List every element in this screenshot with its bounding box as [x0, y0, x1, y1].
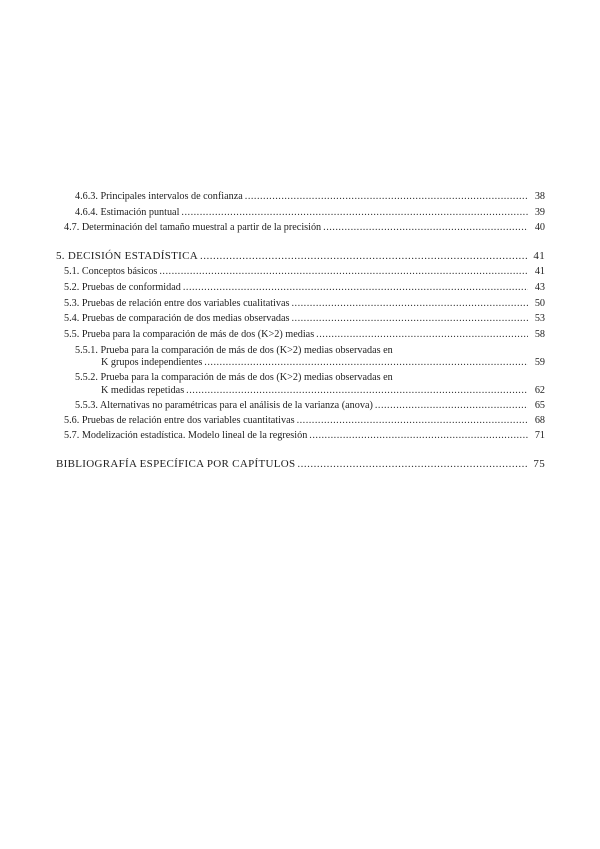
- dot-leader: [309, 430, 528, 442]
- toc-entry-5-5-2-line1: 5.5.2. Prueba para la comparación de más de dos (K>2) medias observadas en: [75, 372, 393, 383]
- toc-entry-5-5-1-line1: 5.5.1. Prueba para la comparación de más de dos (K>2) medias observadas en: [75, 345, 393, 356]
- toc-entry-title: 5.7. Modelización estadística. Modelo lineal de la regresión: [64, 430, 308, 441]
- dot-leader: [323, 222, 528, 234]
- toc-entry-4-7: [64, 222, 545, 234]
- toc-entry-page: 50: [534, 298, 545, 309]
- toc-entry-page: 43: [534, 282, 545, 293]
- toc-entry-page: 58: [534, 329, 545, 340]
- toc-entry-title: 5.1. Conceptos básicos: [64, 266, 158, 277]
- dot-leader: [183, 282, 528, 294]
- toc-entry-page: 41: [534, 266, 545, 277]
- toc-entry-page: 39: [534, 207, 545, 218]
- toc-entry-title: K medidas repetidas: [101, 385, 185, 396]
- toc-entry-5-3: [64, 298, 545, 310]
- toc-entry-title: K grupos independientes: [101, 357, 203, 368]
- dot-leader: [297, 415, 528, 427]
- toc-entry-page: 65: [534, 400, 545, 411]
- toc-entry-title: 5.2. Pruebas de conformidad: [64, 282, 181, 293]
- toc-entry-5-4: [64, 313, 545, 325]
- toc-entry-4-6-3: [75, 191, 545, 203]
- toc-chapter-5: [56, 250, 545, 262]
- toc-chapter-title: 5. DECISIÓN ESTADÍSTICA: [56, 250, 198, 262]
- dot-leader: [297, 458, 528, 470]
- toc-entry-5-5-2: [101, 385, 545, 397]
- toc-entry-5-5: [64, 329, 545, 341]
- toc-entry-4-6-4: [75, 207, 545, 219]
- toc-entry-title: 5.5. Prueba para la comparación de más de dos (K>2) medias: [64, 329, 315, 340]
- toc-entry-5-6: [64, 415, 545, 427]
- toc-entry-5-5-3: [75, 400, 545, 412]
- toc-entry-title: 5.5.3. Alternativas no paramétricas para el análisis de la varianza (anova): [75, 400, 373, 411]
- toc-entry-title: 4.6.4. Estimación puntual: [75, 207, 180, 218]
- toc-entry-page: 59: [534, 357, 545, 368]
- dot-leader: [159, 266, 528, 278]
- toc-entry-page: 68: [534, 415, 545, 426]
- toc-chapter-title: BIBLIOGRAFÍA ESPECÍFICA POR CAPÍTULOS: [56, 458, 296, 470]
- dot-leader: [200, 250, 528, 262]
- dot-leader: [316, 329, 528, 341]
- dot-leader: [291, 313, 528, 325]
- toc-entry-page: 53: [534, 313, 545, 324]
- dot-leader: [291, 298, 528, 310]
- toc-entry-title: 4.7. Determinación del tamaño muestral a partir de la precisión: [64, 222, 322, 233]
- toc-entry-title: 5.3. Pruebas de relación entre dos variables cualitativas: [64, 298, 290, 309]
- toc-entry-5-5-1: [101, 357, 545, 369]
- dot-leader: [245, 191, 528, 203]
- toc-entry-5-2: [64, 282, 545, 294]
- toc-entry-page: 41: [533, 250, 545, 262]
- toc-entry-5-1: [64, 266, 545, 278]
- dot-leader: [186, 385, 528, 397]
- toc-entry-5-7: [64, 430, 545, 442]
- toc-chapter-bibliografia: [56, 458, 545, 470]
- toc-entry-title: 5.4. Pruebas de comparación de dos medias observadas: [64, 313, 290, 324]
- dot-leader: [375, 400, 528, 412]
- dot-leader: [181, 207, 528, 219]
- toc-entry-page: 40: [534, 222, 545, 233]
- toc-entry-page: 38: [534, 191, 545, 202]
- dot-leader: [204, 357, 528, 369]
- toc-entry-page: 71: [534, 430, 545, 441]
- toc-entry-title: 5.6. Pruebas de relación entre dos variables cuantitativas: [64, 415, 295, 426]
- toc-entry-title: 4.6.3. Principales intervalos de confianza: [75, 191, 243, 202]
- toc-entry-page: 62: [534, 385, 545, 396]
- toc-entry-page: 75: [533, 458, 545, 470]
